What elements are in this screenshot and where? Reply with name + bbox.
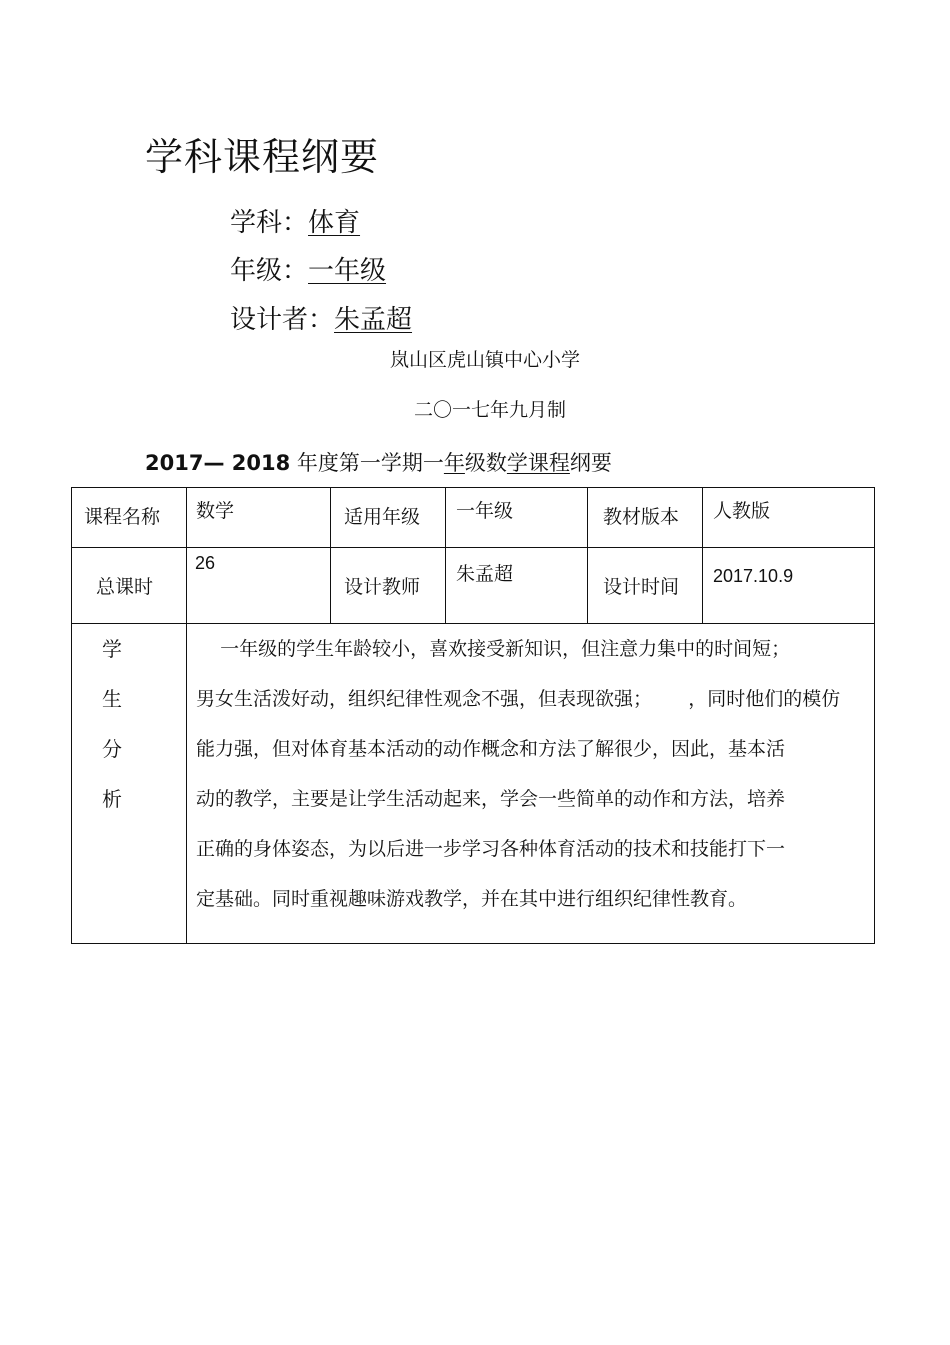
subject-value: 体育 [308,208,361,238]
heading-underline-2: 学课程 [506,451,570,475]
table-border-bottom [71,943,875,944]
table-col-divider-5 [702,487,703,624]
page-title: 学科课程纲要 [145,135,380,179]
table-col-divider-1 [186,487,187,944]
table-border-left [71,487,72,944]
edition-label: 教材版本 [603,506,680,528]
total-hours-label: 总课时 [96,576,154,598]
table-row-divider-2 [71,623,875,624]
analysis-line: 动的教学，主要是让学生活动起来，学会一些简单的动作和方法，培养 [196,788,786,810]
designer-value: 朱孟超 [334,305,413,335]
course-name-label: 课程名称 [84,506,161,528]
course-name-value: 数学 [196,500,235,522]
designer-label: 设计者： [230,305,335,335]
table-col-divider-3 [445,487,446,624]
grade-label: 年级： [230,256,309,286]
table-border-right [874,487,875,944]
analysis-line: 正确的身体姿态，为以后进一步学习各种体育活动的技术和技能打下一 [196,838,786,860]
table-col-divider-4 [587,487,588,624]
table-border-top [71,487,875,488]
analysis-label-char: 分 [102,737,122,761]
analysis-label-char: 生 [102,687,122,711]
grade-line [230,254,392,288]
analysis-label-char: 析 [102,787,122,811]
table-col-divider-2 [330,487,331,624]
design-teacher-label: 设计教师 [344,576,421,598]
analysis-label-char: 学 [102,637,122,661]
applicable-grade-value: 一年级 [456,500,514,522]
school-name: 岚山区虎山镇中心小学 [390,349,581,371]
subject-label: 学科： [230,208,309,238]
analysis-line: 男女生活泼好动，组织纪律性观念不强，但表现欲强； ，同时他们的模仿 [196,688,841,710]
applicable-grade-label: 适用年级 [344,506,421,528]
issue-date: 二〇一七年九月制 [414,399,567,421]
section-heading [145,448,612,478]
design-teacher-value: 朱孟超 [456,563,514,585]
analysis-line: 能力强，但对体育基本活动的动作概念和方法了解很少，因此，基本活 [196,738,786,760]
heading-mid: 级数 [464,451,507,475]
analysis-line: 定基础。同时重视趣味游戏教学，并在其中进行组织纪律性教育。 [196,888,748,910]
heading-underline-1: 年 [443,451,465,475]
total-hours-value: 26 [195,553,216,573]
design-time-value: 2017.10.9 [713,566,794,586]
heading-years: 2017— 2018 [145,451,291,475]
heading-pre: 年度第一学期一 [290,451,444,475]
edition-value: 人教版 [713,500,771,522]
heading-post: 纲要 [569,451,612,475]
grade-value: 一年级 [308,256,387,286]
design-time-label: 设计时间 [603,576,680,598]
analysis-line: 一年级的学生年龄较小，喜欢接受新知识，但注意力集中的时间短； [196,638,791,660]
designer-line [230,303,418,337]
table-row-divider-1 [71,547,875,548]
subject-line [230,206,366,240]
